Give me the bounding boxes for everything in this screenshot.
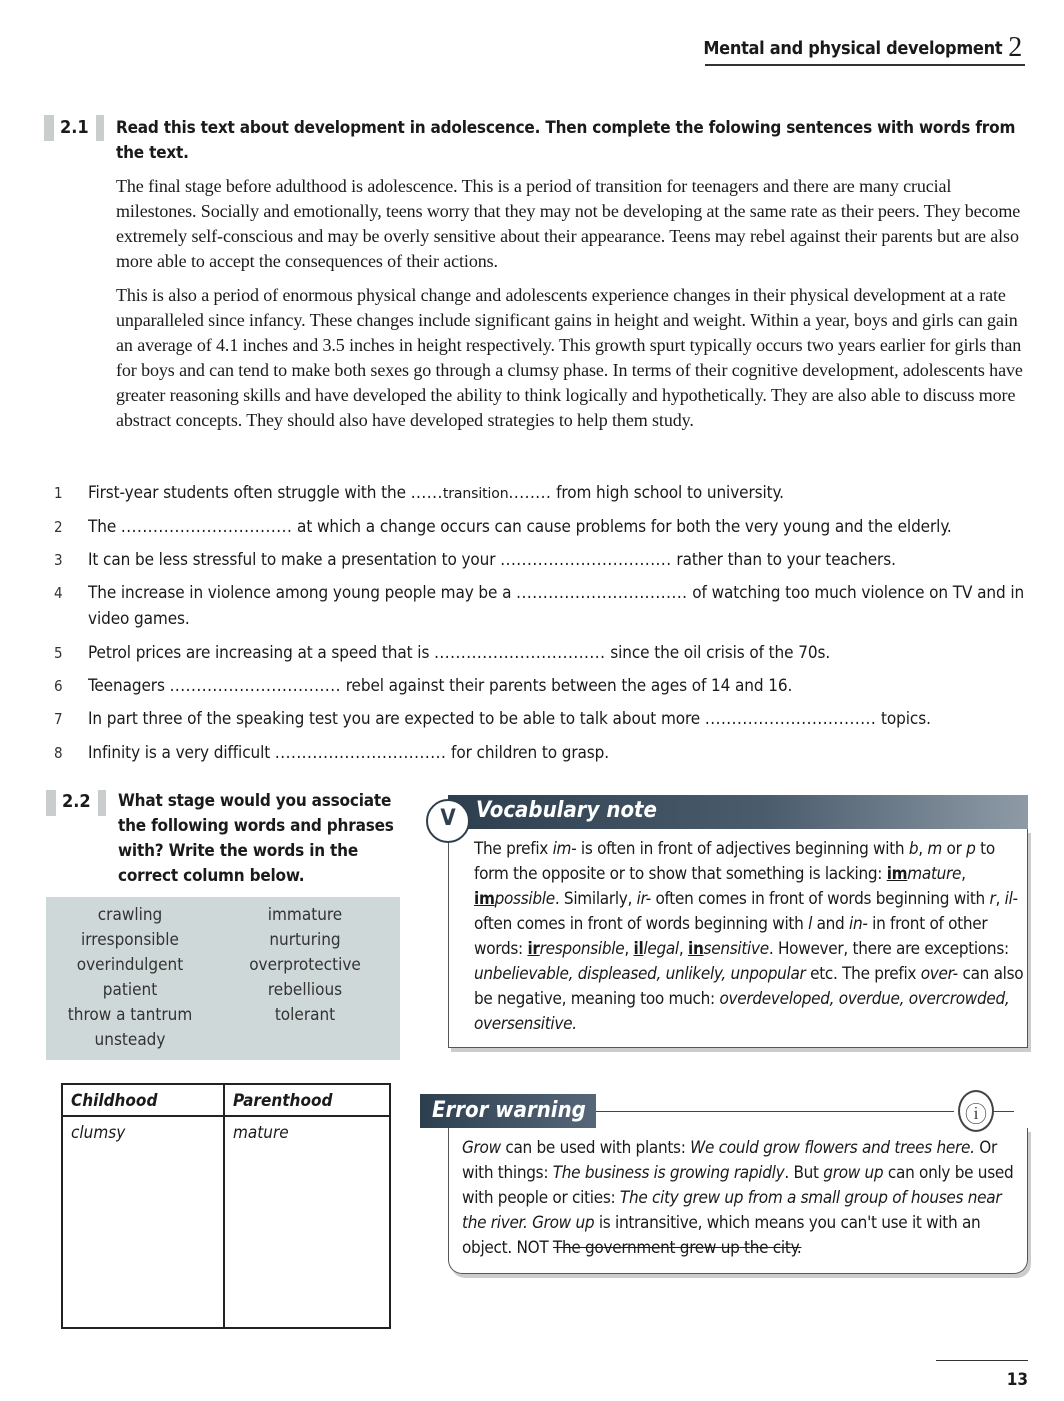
warning-icon xyxy=(958,1090,994,1132)
header-rule xyxy=(596,1111,954,1112)
page-number: 13 xyxy=(1006,1370,1028,1390)
word-item: tolerant xyxy=(274,1005,336,1025)
prefix-highlight: in xyxy=(688,939,704,959)
sentence-number: 1 xyxy=(54,484,63,502)
italic-text: b xyxy=(908,839,919,859)
word-item: overindulgent xyxy=(76,955,184,975)
prefix-highlight: im xyxy=(474,889,495,909)
word-item: overprotective xyxy=(249,955,361,975)
answer-blank[interactable]: ................................ xyxy=(516,583,688,603)
table-cell: clumsy xyxy=(71,1123,126,1143)
exercise-number: 2.1 xyxy=(60,117,89,138)
chapter-title: Mental and physical development xyxy=(703,38,1003,59)
sentence-text: It can be less stressful to make a presentation to your ................................ rather than to your teachers. xyxy=(88,550,896,570)
answer-blank[interactable]: ................................ xyxy=(169,676,341,696)
italic-text: The city grew up from a small group of houses near the river. Grow up xyxy=(462,1188,1002,1233)
reading-text xyxy=(116,174,1028,433)
sentence-item xyxy=(54,480,1034,507)
answer-blank[interactable]: ................................ xyxy=(434,643,606,663)
sentence-text: In part three of the speaking test you are expected to be able to talk about more ................................ topics. xyxy=(88,709,931,729)
error-warning-text: Grow can be used with plants: We could grow flowers and trees here. Or with things: The business is growing rapidly. But grow up can only be used with people or cities: The city grew up from a small group of houses near the river. Grow up is intransitive, which means you can't use it with an object. NOT The government grew up the city. xyxy=(462,1138,1014,1258)
sentence-number: 3 xyxy=(54,551,63,569)
italic-text: unbelievable, displeased, unlikely, unpopular xyxy=(474,964,806,984)
vocabulary-icon-letter: V xyxy=(440,806,456,831)
word-column xyxy=(230,903,380,1028)
italic-text: sensitive xyxy=(703,939,769,959)
word-item: irresponsible xyxy=(81,930,179,950)
sentence-item xyxy=(54,514,1034,540)
italic-text: legal xyxy=(643,939,679,959)
sentence-text: The ................................ at which a change occurs can cause problems for both the very young and the elderly. xyxy=(88,517,952,537)
struck-example: The government grew up the city. xyxy=(552,1238,802,1258)
table-header-parenthood: Parenthood xyxy=(225,1085,389,1117)
sentence-number: 5 xyxy=(54,644,63,662)
sentence-number: 2 xyxy=(54,518,63,536)
page-header xyxy=(703,30,1022,62)
sentence-item xyxy=(54,740,1034,766)
word-item: throw a tantrum xyxy=(67,1005,193,1025)
italic-text: responsible xyxy=(539,939,625,959)
word-item: unsteady xyxy=(94,1030,166,1050)
sentence-item xyxy=(54,673,1034,699)
footer-rule xyxy=(936,1360,1028,1361)
exercise-marker xyxy=(98,790,106,816)
exercise-instruction: Read this text about development in adolescence. Then complete the folowing sentences with words from the text. xyxy=(116,118,1016,163)
sentence-text: Infinity is a very difficult ................................ for children to grasp. xyxy=(88,743,610,763)
italic-text: grow up xyxy=(823,1163,884,1183)
handwritten-answer: transition xyxy=(442,486,509,502)
header-rule xyxy=(994,1111,1014,1112)
word-box xyxy=(46,897,400,1060)
italic-text: m xyxy=(927,839,942,859)
answer-blank[interactable]: ................................ xyxy=(704,709,877,729)
warning-icon-glyph: ⓘ xyxy=(964,1103,987,1128)
sentence-number: 8 xyxy=(54,744,63,762)
sentence-text: Teenagers ................................ rebel against their parents between the ages of 14 and 16. xyxy=(88,676,793,696)
word-item: crawling xyxy=(97,905,163,925)
italic-text: im- xyxy=(552,839,577,859)
sentence-number: 7 xyxy=(54,710,63,728)
italic-text: p xyxy=(966,839,976,859)
italic-text: il- xyxy=(1004,889,1018,909)
sentence-item xyxy=(54,640,1034,666)
exercise-marker xyxy=(96,115,104,141)
table-header-childhood: Childhood xyxy=(63,1085,223,1117)
word-item: immature xyxy=(267,905,343,925)
sentence-number: 4 xyxy=(54,584,63,602)
italic-text: possible xyxy=(494,889,555,909)
sentence-item xyxy=(54,580,1034,632)
sentence-number: 6 xyxy=(54,677,63,695)
unit-number: 2 xyxy=(1008,32,1022,63)
prefix-highlight: ir xyxy=(527,939,540,959)
answer-blank[interactable]: ................................ xyxy=(120,517,293,537)
sentence-item xyxy=(54,547,1034,573)
italic-text: ir- xyxy=(636,889,651,909)
sentence-item xyxy=(54,706,1034,732)
prefix-highlight: im xyxy=(886,864,908,884)
italic-text: We could grow flowers and trees here. xyxy=(690,1138,975,1158)
error-warning-title: Error warning xyxy=(432,1098,586,1123)
answer-blank[interactable]: ................................ xyxy=(500,550,672,570)
prefix-highlight: il xyxy=(633,939,644,959)
header-rule xyxy=(705,64,1025,66)
word-item: nurturing xyxy=(269,930,341,950)
word-item: patient xyxy=(102,980,158,1000)
vocabulary-icon xyxy=(426,799,470,843)
vocabulary-note-box xyxy=(440,795,1028,1050)
vocabulary-note-text: The prefix im- is often in front of adjectives beginning with b, m or p to form the opposite or to show that something is lacking: immature, impossible. Similarly, ir- often comes in front of words beginning with r, il- often comes in front of words beginning with l and in- in front of other words: irresponsible, illegal, insensitive. However, there are exceptions: unbelievable, displeased, unlikely, unpopular etc. The prefix over- can also be negative, meaning too much: overdeveloped, overdue, overcrowded, oversensitive. xyxy=(474,839,1024,1034)
exercise-marker xyxy=(46,790,56,816)
answer-blank[interactable]: ......transition........ xyxy=(410,483,552,503)
italic-text: overdeveloped, overdue, overcrowded, oversensitive. xyxy=(474,989,1010,1034)
italic-text: Grow xyxy=(462,1138,501,1158)
error-warning-box xyxy=(420,1082,1030,1282)
italic-text: r xyxy=(989,889,996,909)
reading-paragraph: This is also a period of enormous physical change and adolescents experience changes in their physical development at a rate unparalleled since infancy. These changes include significant gains in height and weight. Within a year, boys and girls can gain an average of 4.1 inches and 3.5 inches in height respectively. This growth spurt typically occurs two years earlier for girls than for boys and can tend to make both sexes go through a clumsy phase. In terms of their cognitive development, adolescents have greater reasoning skills and have developed the ability to think logically and hypothetically. They are also able to discuss more abstract concepts. They should also have developed strategies to help them study. xyxy=(116,285,1023,430)
sentence-text: The increase in violence among young people may be a ................................ of watching too much violence on TV and in video games. xyxy=(88,583,1025,629)
word-column xyxy=(60,903,200,1053)
italic-text: The business is growing rapidly xyxy=(552,1163,785,1183)
italic-text: l xyxy=(808,914,813,934)
table-divider xyxy=(223,1085,225,1327)
table-cell: mature xyxy=(233,1123,289,1143)
italic-text: mature xyxy=(907,864,962,884)
italic-text: in- xyxy=(849,914,868,934)
exercise-instruction: What stage would you associate the following words and phrases with? Write the words in the correct column below. xyxy=(118,791,394,886)
sentence-text: First-year students often struggle with the ......transition........ from high school to university. xyxy=(88,483,784,503)
answer-table xyxy=(61,1083,391,1329)
vocabulary-note-title: Vocabulary note xyxy=(476,798,657,823)
answer-blank[interactable]: ................................ xyxy=(274,743,447,763)
exercise-number: 2.2 xyxy=(62,791,91,812)
reading-paragraph: The final stage before adulthood is adolescence. This is a period of transition for teenagers and there are many crucial milestones. Socially and emotionally, teens worry that they may not be developing at the same rate as their peers. They become extremely self-conscious and may be overly sensitive about their appearance. Teens may rebel against their parents but are also more able to accept the consequences of their actions. xyxy=(116,176,1021,271)
word-item: rebellious xyxy=(267,980,343,1000)
sentence-text: Petrol prices are increasing at a speed that is ................................ since the oil crisis of the 70s. xyxy=(88,643,831,663)
italic-text: over- xyxy=(920,964,958,984)
exercise-marker xyxy=(44,115,54,141)
